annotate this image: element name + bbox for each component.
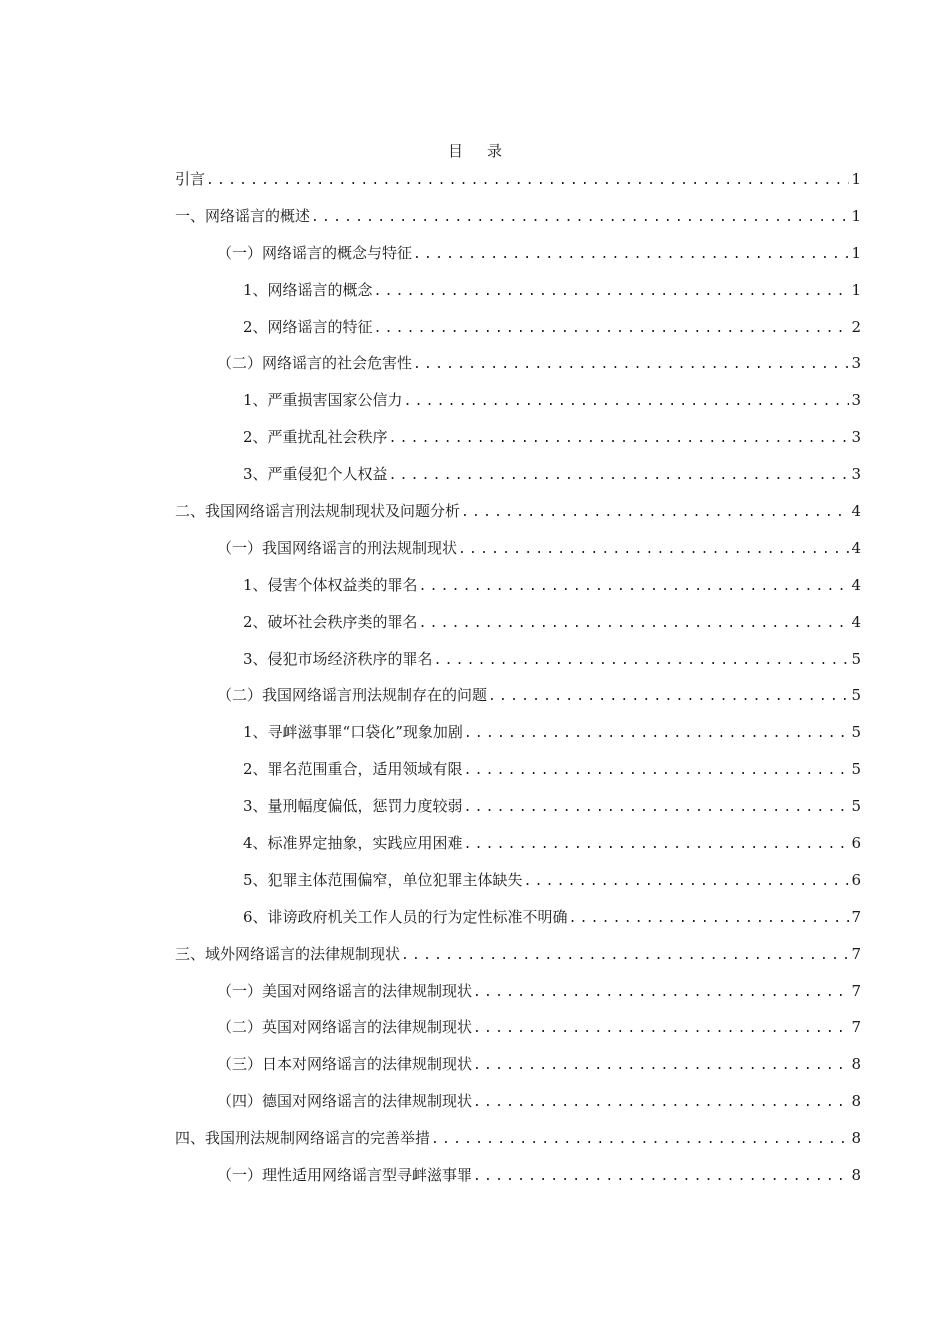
toc-entry[interactable] xyxy=(175,793,861,830)
toc-page-number: 5 xyxy=(851,649,861,668)
toc-leader-dots xyxy=(524,869,849,895)
toc-entry[interactable] xyxy=(175,941,861,978)
toc-entry[interactable] xyxy=(175,646,861,683)
toc-leader-dots xyxy=(389,426,849,452)
toc-page-number: 4 xyxy=(851,612,861,631)
toc-page-number: 2 xyxy=(851,317,861,336)
toc-entry[interactable] xyxy=(175,277,861,314)
toc-entry-title: 侵犯市场经济秩序的罪名 xyxy=(267,649,433,668)
toc-entry[interactable] xyxy=(175,1125,861,1162)
toc-entry[interactable] xyxy=(175,350,861,387)
toc-page-number: 8 xyxy=(851,1166,861,1185)
toc-entry-number: 2、 xyxy=(243,428,268,447)
toc-entry[interactable] xyxy=(175,498,861,535)
toc-entry-number: （二） xyxy=(217,686,263,705)
toc-entry[interactable] xyxy=(175,424,861,461)
toc-page-number: 1 xyxy=(851,243,861,262)
toc-entry-title: 严重侵犯个人权益 xyxy=(267,465,388,484)
toc-entry-title: 网络谣言的概念与特征 xyxy=(262,243,413,262)
toc-entry-title: 破坏社会秩序类的罪名 xyxy=(267,612,418,631)
toc-page-number: 8 xyxy=(851,1092,861,1111)
toc-leader-dots xyxy=(464,721,849,747)
toc-entry[interactable] xyxy=(175,682,861,719)
toc-page-number: 5 xyxy=(851,797,861,816)
toc-entry[interactable] xyxy=(175,1162,861,1199)
toc-entry-number: （一） xyxy=(217,1166,263,1185)
toc-page-number: 7 xyxy=(851,944,861,963)
toc-entry[interactable] xyxy=(175,1051,861,1088)
toc-entry[interactable] xyxy=(175,387,861,424)
toc-entry-number: 一、 xyxy=(175,206,206,225)
toc-entry-number: 3、 xyxy=(243,649,268,668)
toc-entry-title: 严重损害国家公信力 xyxy=(267,391,403,410)
toc-entry-title: 域外网络谣言的法律规制现状 xyxy=(205,944,401,963)
toc-leader-dots xyxy=(473,1053,849,1079)
toc-entry-number: 6、 xyxy=(243,907,268,926)
toc-page-number: 1 xyxy=(851,170,861,188)
toc-leader-dots xyxy=(473,1164,849,1190)
toc-page-number: 4 xyxy=(851,538,861,557)
toc-entry-number: （三） xyxy=(217,1055,263,1074)
toc-leader-dots xyxy=(569,906,849,932)
toc-entry[interactable] xyxy=(175,867,861,904)
toc-page-number: 3 xyxy=(851,354,861,373)
toc-entry-number: 三、 xyxy=(175,944,206,963)
toc-entry-title: 我国网络谣言刑法规制存在的问题 xyxy=(262,686,488,705)
toc-entry-number: （二） xyxy=(217,1018,263,1037)
toc-entry-number: （一） xyxy=(217,243,263,262)
toc-entry-number: 1、 xyxy=(243,280,268,299)
toc-leader-dots xyxy=(404,389,849,415)
toc-entry-number: 2、 xyxy=(243,612,268,631)
toc-entry-number: 四、 xyxy=(175,1129,206,1148)
toc-entry-number: （一） xyxy=(217,538,263,557)
toc-entry-number: 二、 xyxy=(175,502,206,521)
toc-page-number: 8 xyxy=(851,1055,861,1074)
toc-entry-title: 日本对网络谣言的法律规制现状 xyxy=(262,1055,473,1074)
toc-entry-title: 理性适用网络谣言型寻衅滋事罪 xyxy=(262,1166,473,1185)
toc-entry-title: 网络谣言的特征 xyxy=(267,317,373,336)
toc-entry-title: 我国网络谣言刑法规制现状及问题分析 xyxy=(205,502,461,521)
toc-entry[interactable] xyxy=(175,1014,861,1051)
toc-entry[interactable] xyxy=(175,1088,861,1125)
toc-entry-title: 网络谣言的社会危害性 xyxy=(262,354,413,373)
toc-leader-dots xyxy=(311,205,849,231)
toc-entry[interactable] xyxy=(175,756,861,793)
toc-page-number: 4 xyxy=(851,502,861,521)
toc-page-number: 6 xyxy=(851,834,861,853)
toc-entry-number: （一） xyxy=(217,981,263,1000)
toc-entry-title: 量刑幅度偏低，惩罚力度较弱 xyxy=(267,797,463,816)
toc-page-number: 3 xyxy=(851,428,861,447)
toc-page-number: 3 xyxy=(851,391,861,410)
toc-entry-number: 2、 xyxy=(243,317,268,336)
toc-leader-dots xyxy=(473,980,849,1006)
toc-leader-dots xyxy=(401,943,849,969)
toc-entry[interactable] xyxy=(175,719,861,756)
toc-page-number: 3 xyxy=(851,465,861,484)
toc-entry[interactable] xyxy=(175,240,861,277)
toc-page-number: 7 xyxy=(851,981,861,1000)
toc-entry-number: 1、 xyxy=(243,391,268,410)
toc-leader-dots xyxy=(419,611,849,637)
toc-entry-title: 侵害个体权益类的罪名 xyxy=(267,575,418,594)
toc-leader-dots xyxy=(374,279,849,305)
toc-page-number: 8 xyxy=(851,1129,861,1148)
toc-leader-dots xyxy=(473,1090,849,1116)
toc-entry-title: 网络谣言的概述 xyxy=(205,206,311,225)
toc-entry-number: 3、 xyxy=(243,797,268,816)
toc-leader-dots xyxy=(458,537,849,563)
toc-entry-title: 我国网络谣言的刑法规制现状 xyxy=(262,538,458,557)
table-of-contents xyxy=(175,166,861,1199)
toc-entry-number: 2、 xyxy=(243,760,268,779)
toc-leader-dots xyxy=(413,352,849,378)
toc-entry-number: 5、 xyxy=(243,870,268,889)
toc-leader-dots xyxy=(374,316,849,342)
toc-entry-number: 1、 xyxy=(243,575,268,594)
toc-entry-title: 英国对网络谣言的法律规制现状 xyxy=(262,1018,473,1037)
toc-entry-title: 罪名范围重合，适用领域有限 xyxy=(267,760,463,779)
toc-entry[interactable] xyxy=(175,461,861,498)
toc-page-number: 7 xyxy=(851,907,861,926)
toc-entry-title: 美国对网络谣言的法律规制现状 xyxy=(262,981,473,1000)
toc-leader-dots xyxy=(206,168,849,194)
toc-leader-dots xyxy=(461,500,849,526)
toc-entry-number: 1、 xyxy=(243,723,268,742)
toc-page-number: 1 xyxy=(851,206,861,225)
toc-entry[interactable] xyxy=(175,535,861,572)
toc-page-number: 5 xyxy=(851,723,861,742)
toc-leader-dots xyxy=(413,242,849,268)
toc-entry-title: 德国对网络谣言的法律规制现状 xyxy=(262,1092,473,1111)
toc-page-number: 7 xyxy=(851,1018,861,1037)
toc-page-number: 4 xyxy=(851,575,861,594)
toc-leader-dots xyxy=(488,684,849,710)
toc-leader-dots xyxy=(473,1016,849,1042)
toc-leader-dots xyxy=(389,463,849,489)
toc-page-number: 1 xyxy=(851,280,861,299)
toc-entry-title: 犯罪主体范围偏窄，单位犯罪主体缺失 xyxy=(267,870,523,889)
toc-page-number: 6 xyxy=(851,870,861,889)
toc-entry-title: 标准界定抽象，实践应用困难 xyxy=(267,834,463,853)
toc-entry-title: 网络谣言的概念 xyxy=(267,280,373,299)
toc-entry[interactable] xyxy=(175,609,861,646)
toc-entry-number: （四） xyxy=(217,1092,263,1111)
toc-entry[interactable] xyxy=(175,166,861,203)
toc-entry[interactable] xyxy=(175,830,861,867)
toc-leader-dots xyxy=(464,832,849,858)
toc-title: 目录 xyxy=(447,142,526,160)
toc-entry[interactable] xyxy=(175,314,861,351)
toc-entry[interactable] xyxy=(175,203,861,240)
toc-leader-dots xyxy=(434,648,849,674)
toc-entry[interactable] xyxy=(175,978,861,1015)
toc-page-number: 5 xyxy=(851,760,861,779)
toc-entry-title: 诽谤政府机关工作人员的行为定性标准不明确 xyxy=(267,907,568,926)
toc-entry-title: 我国刑法规制网络谣言的完善举措 xyxy=(205,1129,431,1148)
toc-leader-dots xyxy=(464,795,849,821)
toc-leader-dots xyxy=(464,758,849,784)
toc-leader-dots xyxy=(419,574,849,600)
toc-leader-dots xyxy=(431,1127,849,1153)
toc-entry-title: 严重扰乱社会秩序 xyxy=(267,428,388,447)
toc-page-number: 5 xyxy=(851,686,861,705)
toc-entry-number: 4、 xyxy=(243,834,268,853)
toc-entry-number: （二） xyxy=(217,354,263,373)
toc-entry-title: 寻衅滋事罪“口袋化”现象加剧 xyxy=(267,723,463,742)
toc-entry[interactable] xyxy=(175,904,861,941)
toc-entry-title: 引言 xyxy=(175,170,206,188)
toc-entry-number: 3、 xyxy=(243,465,268,484)
toc-entry[interactable] xyxy=(175,572,861,609)
